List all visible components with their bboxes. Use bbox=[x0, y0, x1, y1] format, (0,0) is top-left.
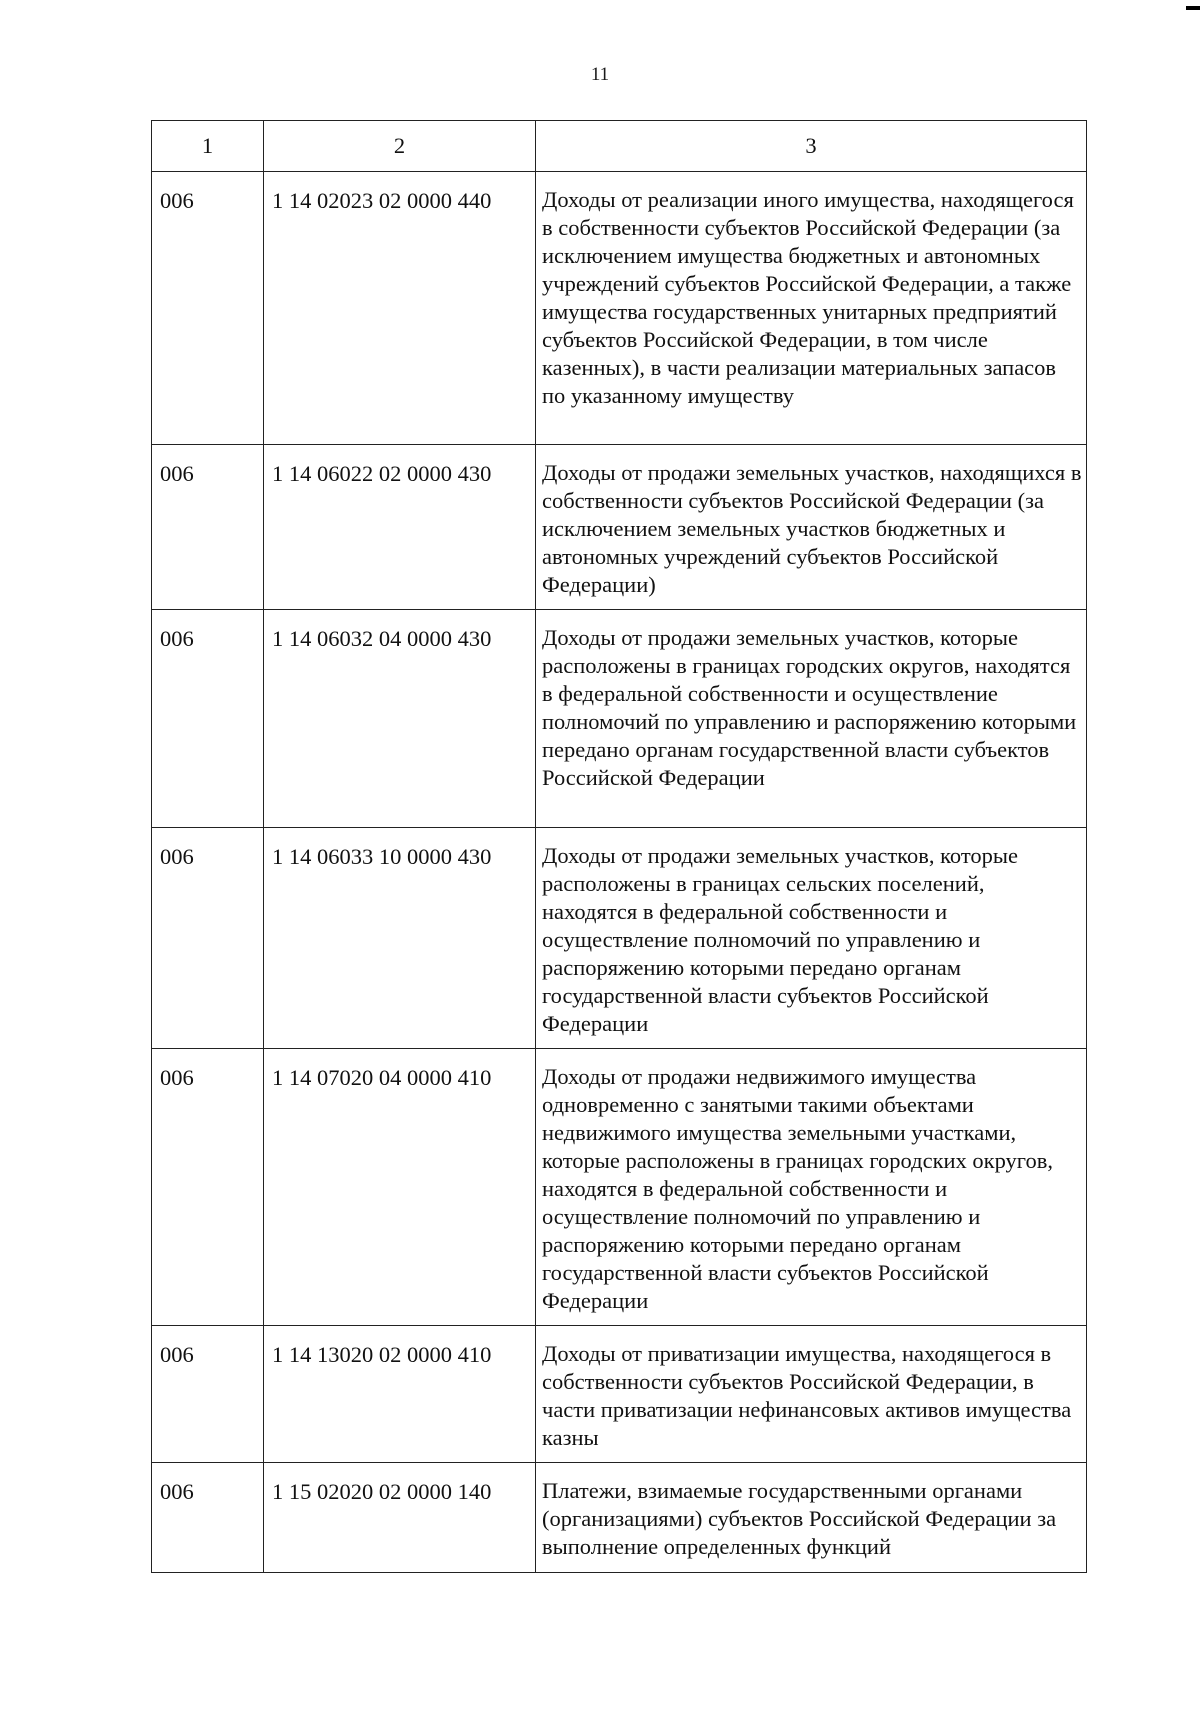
admin-code-cell: 006 bbox=[152, 610, 264, 828]
kbk-code-cell: 1 14 06022 02 0000 430 bbox=[264, 445, 536, 610]
admin-code-cell: 006 bbox=[152, 1049, 264, 1326]
table-row bbox=[152, 1463, 1087, 1573]
scan-edge-mark bbox=[1186, 6, 1200, 10]
admin-code-cell: 006 bbox=[152, 828, 264, 1049]
table-row bbox=[152, 1049, 1087, 1326]
admin-code-cell: 006 bbox=[152, 1326, 264, 1463]
page-number: 11 bbox=[590, 64, 610, 85]
table-row bbox=[152, 610, 1087, 828]
table-row bbox=[152, 445, 1087, 610]
column-header-3: 3 bbox=[536, 121, 1087, 172]
revenue-codes-table bbox=[151, 120, 1087, 1573]
kbk-code-cell: 1 14 13020 02 0000 410 bbox=[264, 1326, 536, 1463]
description-cell: Доходы от приватизации имущества, находящегося в собственности субъектов Российской Федерации, в части приватизации нефинансовых активов имущества казны bbox=[536, 1326, 1087, 1463]
description-cell: Доходы от продажи земельных участков, которые расположены в границах городских округов, находятся в федеральной собственности и осуществление полномочий по управлению и распоряжению которыми передано органам государственной власти субъектов Российской Федерации bbox=[536, 610, 1087, 828]
table-header-row bbox=[152, 121, 1087, 172]
table-row bbox=[152, 172, 1087, 445]
admin-code-cell: 006 bbox=[152, 445, 264, 610]
column-header-1: 1 bbox=[152, 121, 264, 172]
kbk-code-cell: 1 14 07020 04 0000 410 bbox=[264, 1049, 536, 1326]
description-cell: Доходы от продажи земельных участков, которые расположены в границах сельских поселений, находятся в федеральной собственности и осуществление полномочий по управлению и распоряжению которыми передано органам государственной власти субъектов Российской Федерации bbox=[536, 828, 1087, 1049]
description-cell: Доходы от продажи земельных участков, находящихся в собственности субъектов Российской Федерации (за исключением земельных участков бюджетных и автономных учреждений субъектов Российской Федерации) bbox=[536, 445, 1087, 610]
kbk-code-cell: 1 14 06032 04 0000 430 bbox=[264, 610, 536, 828]
table-row bbox=[152, 1326, 1087, 1463]
kbk-code-cell: 1 15 02020 02 0000 140 bbox=[264, 1463, 536, 1573]
description-cell: Доходы от реализации иного имущества, находящегося в собственности субъектов Российской Федерации (за исключением имущества бюджетных и автономных учреждений субъектов Российской Федерации, а также имущества государственных унитарных предприятий субъектов Российской Федерации, в том числе казенных), в части реализации материальных запасов по указанному имуществу bbox=[536, 172, 1087, 445]
admin-code-cell: 006 bbox=[152, 172, 264, 445]
column-header-2: 2 bbox=[264, 121, 536, 172]
admin-code-cell: 006 bbox=[152, 1463, 264, 1573]
description-cell: Платежи, взимаемые государственными органами (организациями) субъектов Российской Федерации за выполнение определенных функций bbox=[536, 1463, 1087, 1573]
kbk-code-cell: 1 14 02023 02 0000 440 bbox=[264, 172, 536, 445]
kbk-code-cell: 1 14 06033 10 0000 430 bbox=[264, 828, 536, 1049]
description-cell: Доходы от продажи недвижимого имущества одновременно с занятыми такими объектами недвижимого имущества земельными участками, которые расположены в границах городских округов, находятся в федеральной собственности и осуществление полномочий по управлению и распоряжению которыми передано органам государственной власти субъектов Российской Федерации bbox=[536, 1049, 1087, 1326]
table-row bbox=[152, 828, 1087, 1049]
